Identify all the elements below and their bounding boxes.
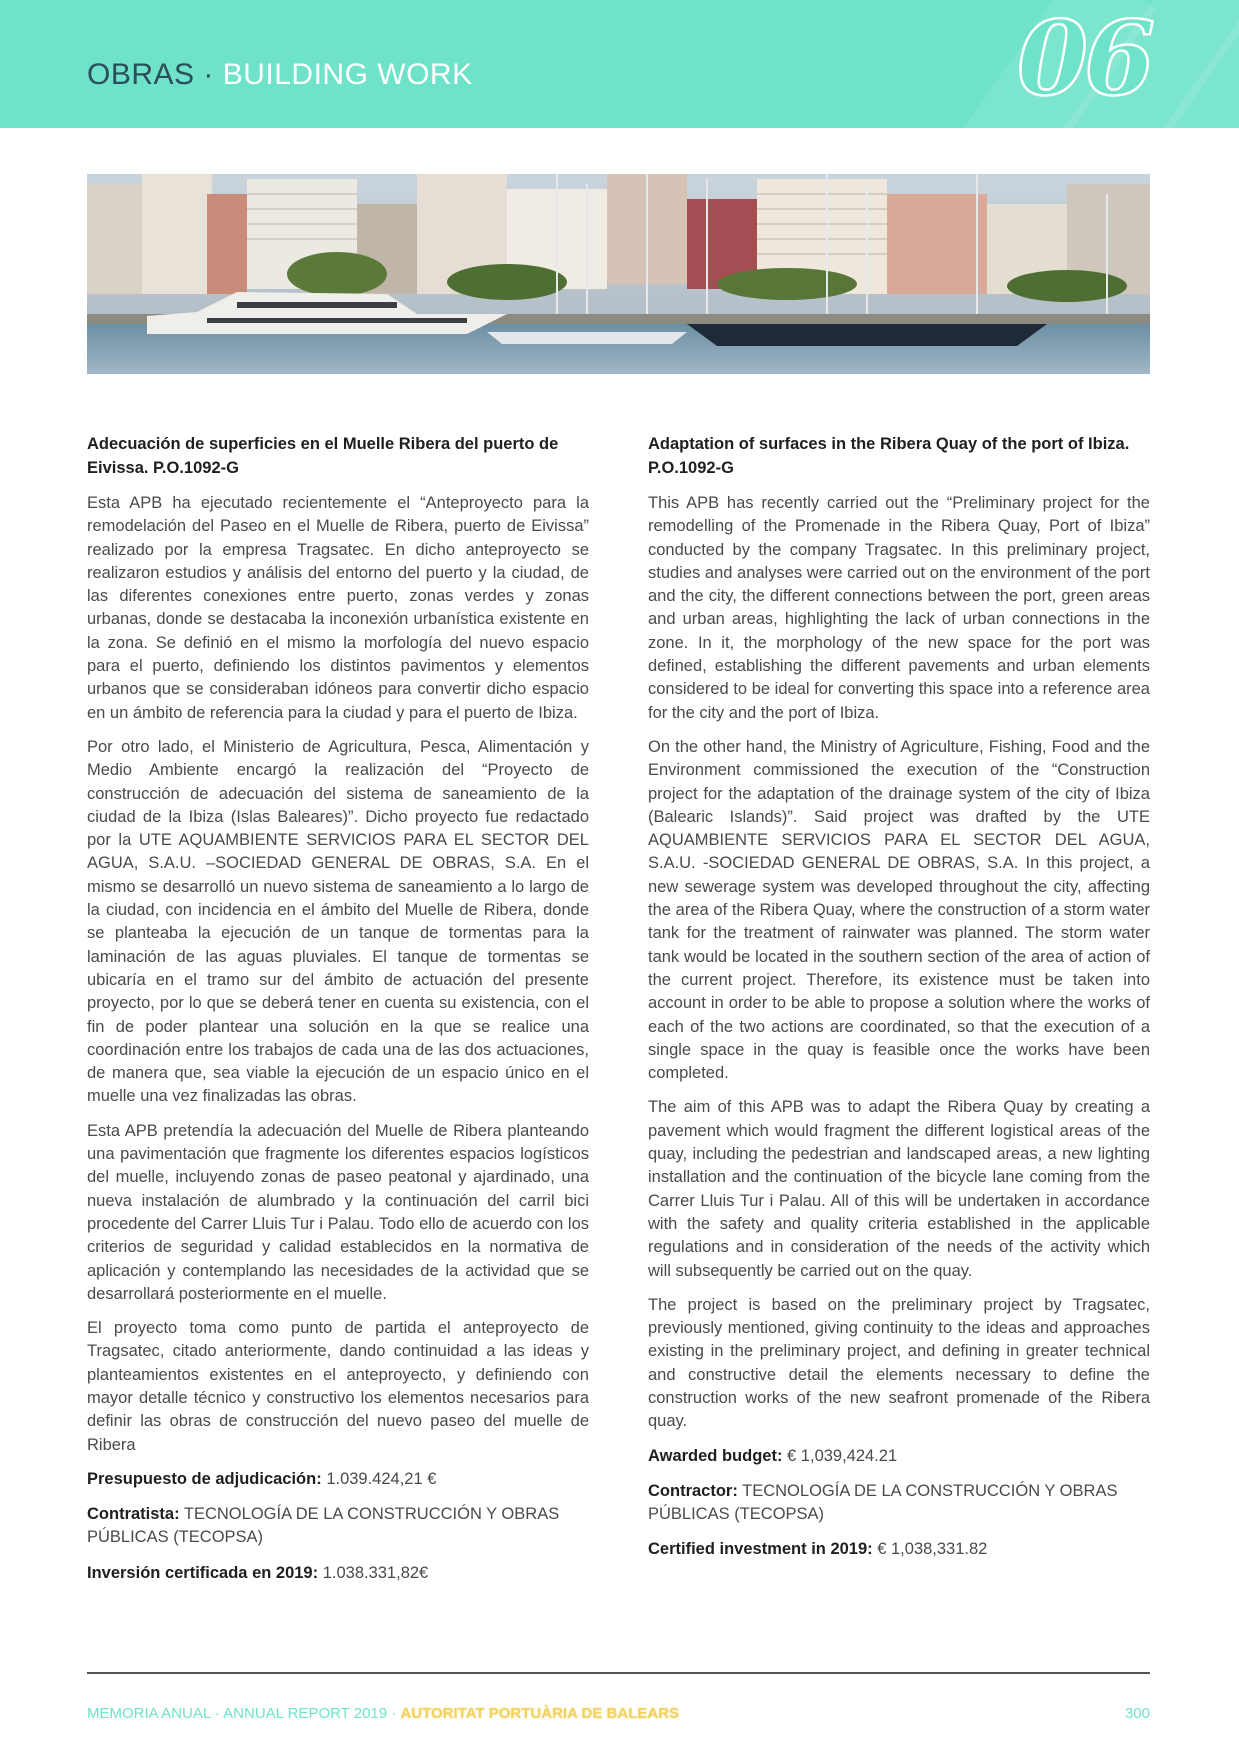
section-title-separator: · xyxy=(203,58,214,91)
english-paragraph: The project is based on the preliminary project by Tragsatec, previously mentioned, giving continuity to the ideas and approaches existing in the preliminary project, and defining in greater technical and constructive detail the elements necessary to define the construction works of the new seafront promenade of the Ribera quay. xyxy=(648,1295,1150,1431)
english-heading: Adaptation of surfaces in the Ribera Quay of the port of Ibiza. P.O.1092-G xyxy=(648,435,1130,477)
footer xyxy=(87,1705,1150,1722)
spanish-column xyxy=(87,432,589,1597)
harbor-photo xyxy=(87,174,1150,374)
english-budget xyxy=(648,1445,1150,1468)
spanish-paragraph: Esta APB ha ejecutado recientemente el “Anteproyecto para la remodelación del Paseo en el Muelle de Ribera, puerto de Eivissa” realizado por la empresa Tragsatec. En dicho anteproyecto se realizaron estudios y análisis del entorno del puerto y la ciudad, de las diferentes conexiones entre puerto, zonas verdes y zonas urbanas, donde se destacaba la inconexión urbanística existente en la zona. Se definió en el mismo la morfología del nuevo espacio para el puerto, definiendo los distintos pavimentos y elementos urbanos que se consideraban idóneos para convertir dicho espacio en un ámbito de referencia para la ciudad y para el puerto de Ibiza. xyxy=(87,494,589,722)
english-paragraph: This APB has recently carried out the “Preliminary project for the remodelling of the Promenade in the Ribera Quay, Port of Ibiza” conducted by the company Tragsatec. In this preliminary project, studies and analyses were carried out on the environment of the port and the city, the different connections between the port, green areas and urban areas, highlighting the lack of urban connections in the zone. In it, the morphology of the new space for the port was defined, establishing the different pavements and urban elements considered to be ideal for converting this space into a reference area for the city and the port of Ibiza. xyxy=(648,494,1150,722)
spanish-budget-label: Presupuesto de adjudicación: xyxy=(87,1469,322,1488)
english-paragraph: On the other hand, the Ministry of Agriculture, Fishing, Food and the Environment commissioned the execution of the “Construction project for the adaptation of the drainage system of the city of Ibiza (Balearic Islands)”. Said project was drafted by the UTE AQUAMBIENTE SERVICIOS PARA EL SECTOR DEL AGUA, S.A.U. -SOCIEDAD GENERAL DE OBRAS, S.A. In this project, a new sewerage system was developed throughout the city, affecting the area of the Ribera Quay, where the construction of a storm water tank for the treatment of rainwater was planned. The storm water tank would be located in the southern section of the area of action of the current project. Therefore, its existence must be taken into account in order to be able to propose a solution where the works of each of the two actions are coordinated, so that the execution of a single space in the quay is feasible once the works have been completed. xyxy=(648,737,1150,1083)
english-investment-value: € 1,038,331.82 xyxy=(877,1540,988,1559)
section-title-en: BUILDING WORK xyxy=(222,58,473,91)
english-budget-label: Awarded budget: xyxy=(648,1446,783,1465)
spanish-contractor-label: Contratista: xyxy=(87,1505,180,1524)
english-budget-value: € 1,039,424.21 xyxy=(787,1446,898,1465)
spanish-paragraph: Por otro lado, el Ministerio de Agricultura, Pesca, Alimentación y Medio Ambiente encargó la realización del “Proyecto de construcción de adecuación del sistema de saneamiento de la ciudad de la Ibiza (Islas Baleares)”. Dicho proyecto fue redactado por la UTE AQUAMBIENTE SERVICIOS PARA EL SECTOR DEL AGUA, S.A.U. –SOCIEDAD GENERAL DE OBRAS, S.A. En el mismo se desarrolló un nuevo sistema de saneamiento a lo largo de la ciudad, con incidencia en el ámbito del Muelle de Ribera, donde se planteaba la ejecución de un tanque de tormentas para la laminación de las aguas pluviales. El tanque de tormentas se ubicaría en el tramo sur del ámbito de actuación del presente proyecto, por lo que se deberá tener en cuenta su existencia, con el fin de poder plantear una solución en la que se realice una coordinación entre los trabajos de cada una de las dos actuaciones, de manera que, sea viable la ejecución de un espacio único en el muelle una vez finalizadas las obras. xyxy=(87,737,589,1106)
footer-divider xyxy=(87,1672,1150,1674)
english-investment-label: Certified investment in 2019: xyxy=(648,1540,873,1559)
spanish-paragraph: El proyecto toma como punto de partida el anteproyecto de Tragsatec, citado anteriormente, dando continuidad a las ideas y planteamientos existentes en el anteproyecto, y definiendo con mayor detalle técnico y constructivo los elementos necesarios para definir las obras de construcción del nuevo paseo del muelle de Ribera xyxy=(87,1319,589,1454)
spanish-investment-value: 1.038.331,82€ xyxy=(322,1563,429,1582)
english-contractor-value: TECNOLOGÍA DE LA CONSTRUCCIÓN Y OBRAS PÚBLICAS (TECOPSA) xyxy=(648,1481,1118,1524)
spanish-investment xyxy=(87,1562,589,1585)
section-title xyxy=(87,58,473,92)
english-paragraph: The aim of this APB was to adapt the Ribera Quay by creating a pavement which would fragment the different logistical areas of the quay, including the pedestrian and landscaped areas, a new lighting installation and the continuation of the bicycle lane coming from the Carrer Lluis Tur i Palau. All of this will be undertaken in accordance with the safety and quality criteria established in the applicable regulations and in consideration of the needs of the activity which will subsequently be carried out on the quay. xyxy=(648,1098,1150,1280)
english-contractor xyxy=(648,1480,1150,1527)
spanish-paragraph: Esta APB pretendía la adecuación del Muelle de Ribera planteando una pavimentación que fragmente los diferentes espacios logísticos del muelle, incluyendo zonas de paseo peatonal y ajardinado, una nueva instalación de alumbrado y la continuación del carril bici procedente del Carrer Lluis Tur i Palau. Todo ello de acuerdo con los criterios de seguridad y calidad establecidos en la normativa de aplicación y contemplando las necesidades de la actividad que se desarrollará posteriormente en el muelle. xyxy=(87,1121,589,1303)
chapter-number: 06 xyxy=(1017,0,1151,119)
english-contractor-label: Contractor: xyxy=(648,1481,738,1500)
english-investment xyxy=(648,1538,1150,1561)
spanish-contractor xyxy=(87,1503,589,1550)
footer-organization: AUTORITAT PORTUÀRIA DE BALEARS xyxy=(400,1705,680,1722)
english-column xyxy=(648,432,1150,1574)
footer-report-label: MEMORIA ANUAL · ANNUAL REPORT 2019 · xyxy=(87,1705,397,1722)
spanish-heading: Adecuación de superficies en el Muelle Ribera del puerto de Eivissa. P.O.1092-G xyxy=(87,435,559,477)
page-number: 300 xyxy=(1124,1705,1150,1722)
spanish-investment-label: Inversión certificada en 2019: xyxy=(87,1563,319,1582)
header-band xyxy=(0,0,1239,128)
spanish-contractor-value: TECNOLOGÍA DE LA CONSTRUCCIÓN Y OBRAS PÚBLICAS (TECOPSA) xyxy=(87,1505,560,1547)
spanish-budget-value: 1.039.424,21 € xyxy=(326,1469,437,1488)
spanish-budget xyxy=(87,1468,589,1491)
section-title-es: OBRAS xyxy=(87,58,195,91)
